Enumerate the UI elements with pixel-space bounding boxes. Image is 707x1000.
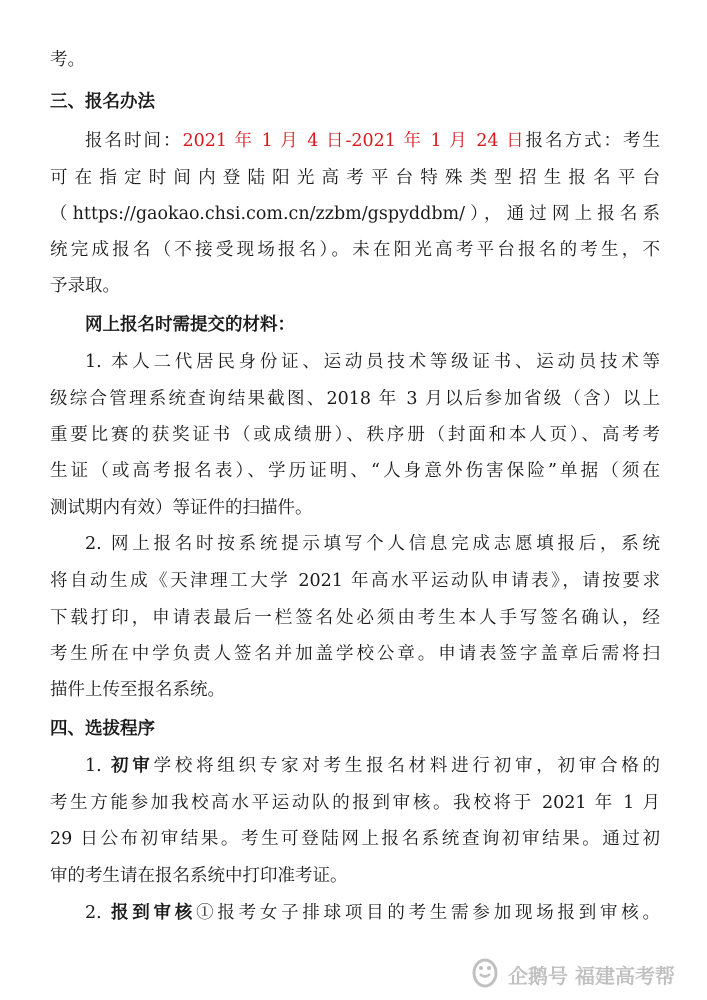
paragraph-line — [50, 752, 660, 777]
penguin-icon — [468, 955, 502, 994]
section-heading: 四、选拔程序 — [50, 719, 155, 739]
item-text: 学校将组织专家对考生报名材料进行初审，初审合格的 — [153, 756, 661, 776]
paragraph-line: 29 日公布初审结果。考生可登陆网上报名系统查询初审结果。通过初 — [50, 829, 660, 849]
highlight-date: 2021 年 1 月 4 日-2021 年 1 月 24 日 — [182, 131, 526, 151]
paragraph-line: 级综合管理系统查询结果截图、2018 年 3 月以后参加省级（含）以上 — [50, 389, 660, 409]
paragraph-line: 生证（或高考报名表）、学历证明、“人身意外伤害保险”单据（须在 — [50, 461, 660, 481]
paragraph-line: 描件上传至报名系统。 — [50, 680, 225, 700]
watermark — [468, 957, 675, 991]
paragraph-line: 将自动生成《天津理工大学 2021 年高水平运动队申请表》，请按要求 — [50, 571, 660, 591]
subheading: 网上报名时需提交的材料： — [85, 315, 295, 335]
paragraph-line: 统完成报名（不接受现场报名）。未在阳光高考平台报名的考生，不 — [50, 240, 660, 260]
paragraph-line — [50, 127, 660, 152]
label-text: 报名时间： — [85, 131, 183, 151]
paragraph-line: 考生方能参加我校高水平运动队的报到审核。我校将于 2021 年 1 月 — [50, 793, 660, 813]
paragraph-line — [50, 899, 660, 924]
item-text: ①报考女子排球项目的考生需参加现场报到审核。 — [196, 903, 661, 923]
paragraph-line: 1. 本人二代居民身份证、运动员技术等级证书、运动员技术等 — [85, 352, 660, 372]
item-number: 2. — [85, 903, 102, 923]
item-title: 初审 — [111, 756, 154, 776]
paragraph-line: 2. 网上报名时按系统提示填写个人信息完成志愿填报后，系统 — [85, 534, 660, 554]
paragraph-line: 审的考生请在报名系统中打印准考证。 — [50, 866, 348, 886]
paragraph-line: 重要比赛的获奖证书（或成绩册）、秩序册（封面和本人页）、高考考 — [50, 425, 660, 445]
paragraph-line: 测试期内有效）等证件的扫描件。 — [50, 498, 313, 518]
item-title: 报到审核 — [111, 903, 197, 923]
paragraph-line: 下载打印，申请表最后一栏签名处必须由考生本人手写签名确认，经 — [50, 608, 660, 628]
label-text: 报名方式：考生 — [525, 131, 660, 151]
paragraph-line: 可在指定时间内登陆阳光高考平台特殊类型招生报名平台 — [50, 168, 660, 188]
watermark-text: 企鹅号 福建高考帮 — [508, 963, 675, 988]
paragraph-line: （https://gaokao.chsi.com.cn/zzbm/gspyddbm/），通过网上报名系 — [50, 204, 660, 224]
item-number: 1. — [85, 756, 102, 776]
section-heading: 三、报名办法 — [50, 92, 155, 112]
paragraph-line: 予录取。 — [50, 276, 120, 296]
text-line: 考。 — [50, 50, 85, 70]
paragraph-line: 考生所在中学负责人签名并加盖学校公章。申请表签字盖章后需将扫 — [50, 644, 660, 664]
